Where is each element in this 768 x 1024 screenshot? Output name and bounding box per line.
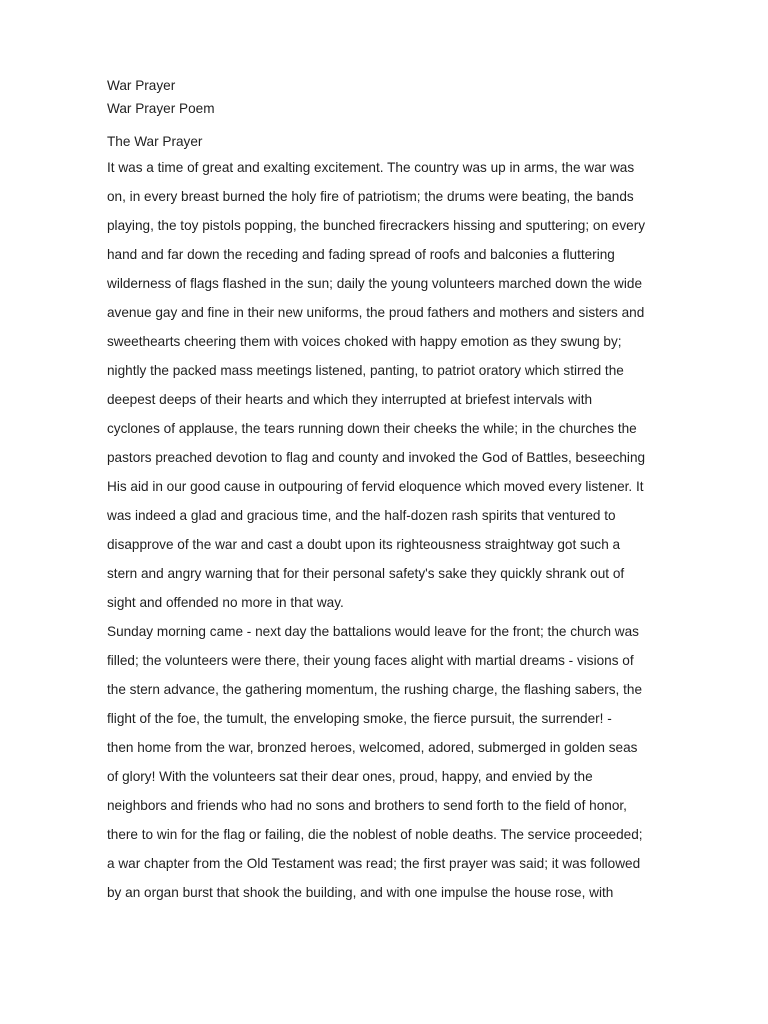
document-header-title: War Prayer (107, 78, 176, 93)
text-line: wilderness of flags flashed in the sun; daily the young volunteers marched down the wide (107, 276, 643, 291)
text-line: playing, the toy pistols popping, the bunched firecrackers hissing and sputtering; on every (107, 218, 646, 233)
text-line: was indeed a glad and gracious time, and the half-dozen rash spirits that ventured to (107, 508, 616, 523)
text-line: flight of the foe, the tumult, the enveloping smoke, the fierce pursuit, the surrender! - (107, 711, 612, 726)
text-line: the stern advance, the gathering momentum, the rushing charge, the flashing sabers, the (107, 682, 643, 697)
text-line: there to win for the flag or failing, die the noblest of noble deaths. The service proceeded; (107, 827, 643, 842)
text-line: sweethearts cheering them with voices choked with happy emotion as they swung by; (107, 334, 622, 349)
text-line: avenue gay and fine in their new uniforms, the proud fathers and mothers and sisters and (107, 305, 645, 320)
text-line: nightly the packed mass meetings listened, panting, to patriot oratory which stirred the (107, 363, 624, 378)
text-line: It was a time of great and exalting excitement. The country was up in arms, the war was (107, 160, 635, 175)
text-line: of glory! With the volunteers sat their dear ones, proud, happy, and envied by the (107, 769, 593, 784)
text-line: His aid in our good cause in outpouring of fervid eloquence which moved every listener. It (107, 479, 644, 494)
text-line: deepest deeps of their hearts and which they interrupted at briefest intervals with (107, 392, 593, 407)
text-line: disapprove of the war and cast a doubt upon its righteousness straightway got such a (107, 537, 621, 552)
text-line: hand and far down the receding and fading spread of roofs and balconies a fluttering (107, 247, 615, 262)
poem-title: The War Prayer (107, 134, 203, 149)
text-line: Sunday morning came - next day the battalions would leave for the front; the church was (107, 624, 639, 639)
text-line: neighbors and friends who had no sons and brothers to send forth to the field of honor, (107, 798, 627, 813)
paragraph-1 (107, 153, 663, 617)
document-header-subtitle: War Prayer Poem (107, 101, 215, 116)
text-line: filled; the volunteers were there, their young faces alight with martial dreams - visions of (107, 653, 634, 668)
text-line: on, in every breast burned the holy fire of patriotism; the drums were beating, the bands (107, 189, 634, 204)
text-line: a war chapter from the Old Testament was read; the first prayer was said; it was followed (107, 856, 641, 871)
text-line: stern and angry warning that for their personal safety's sake they quickly shrank out of (107, 566, 625, 581)
text-line: then home from the war, bronzed heroes, welcomed, adored, submerged in golden seas (107, 740, 638, 755)
document-page (107, 74, 663, 907)
paragraph-2 (107, 617, 663, 907)
text-line: pastors preached devotion to flag and county and invoked the God of Battles, beseeching (107, 450, 646, 465)
text-line: sight and offended no more in that way. (107, 595, 344, 610)
text-line: cyclones of applause, the tears running down their cheeks the while; in the churches the (107, 421, 637, 436)
text-line: by an organ burst that shook the building, and with one impulse the house rose, with (107, 885, 614, 900)
